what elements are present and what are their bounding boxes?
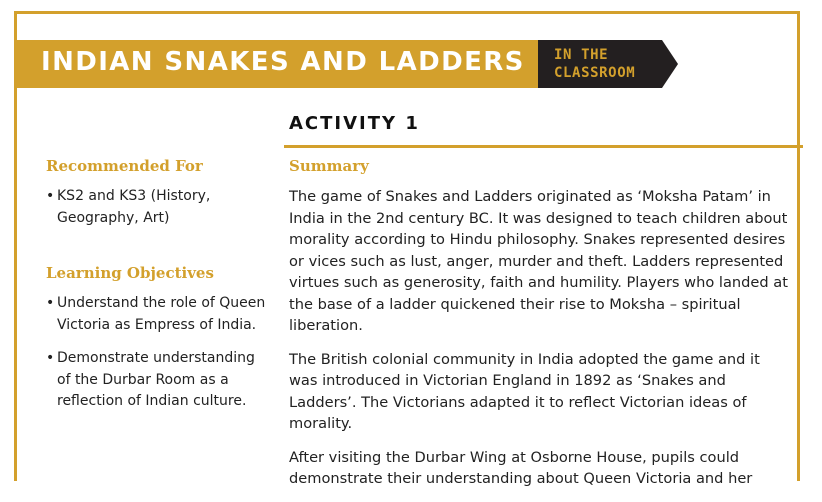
divider-rule (284, 145, 803, 148)
recommended-list (46, 186, 261, 229)
summary-paragraph: The British colonial community in India adopted the game and it was introduced in Victorian England in 1892 as ‘Snakes and Ladders’. The Victorians adapted it to reflect Victorian ideas of morality. (289, 350, 760, 432)
summary-paragraph: After visiting the Durbar Wing at Osborne House, pupils could demonstrate their understanding about Queen Victoria and her (289, 448, 753, 487)
objectives-list (46, 293, 268, 413)
activity-heading: ACTIVITY 1 (289, 113, 420, 134)
summary-body (289, 186, 789, 502)
list-item: • KS2 and KS3 (History, Geography, Art) (46, 186, 261, 229)
in-the-classroom-tag (538, 40, 678, 88)
objectives-heading: Learning Objectives (46, 264, 214, 282)
tag-label: IN THE CLASSROOM (554, 47, 636, 81)
title-band (17, 40, 538, 88)
page-title: INDIAN SNAKES AND LADDERS (41, 47, 525, 77)
recommended-heading: Recommended For (46, 157, 203, 175)
list-item: • Demonstrate understanding of the Durbar Room as a reflection of Indian culture. (46, 348, 268, 413)
summary-heading: Summary (289, 157, 369, 175)
summary-paragraph: The game of Snakes and Ladders originated as ‘Moksha Patam’ in India in the 2nd century BC. It was designed to teach children about morality according to Hindu philosophy. Snakes represented desires or vices such as lust, anger, murder and theft. Ladders represented virtues such as generosity, faith and humility. Players who landed at the base of a ladder quickened their rise to Moksha – spiritual liberation. (289, 188, 788, 334)
list-item: • Understand the role of Queen Victoria as Empress of India. (46, 293, 268, 336)
